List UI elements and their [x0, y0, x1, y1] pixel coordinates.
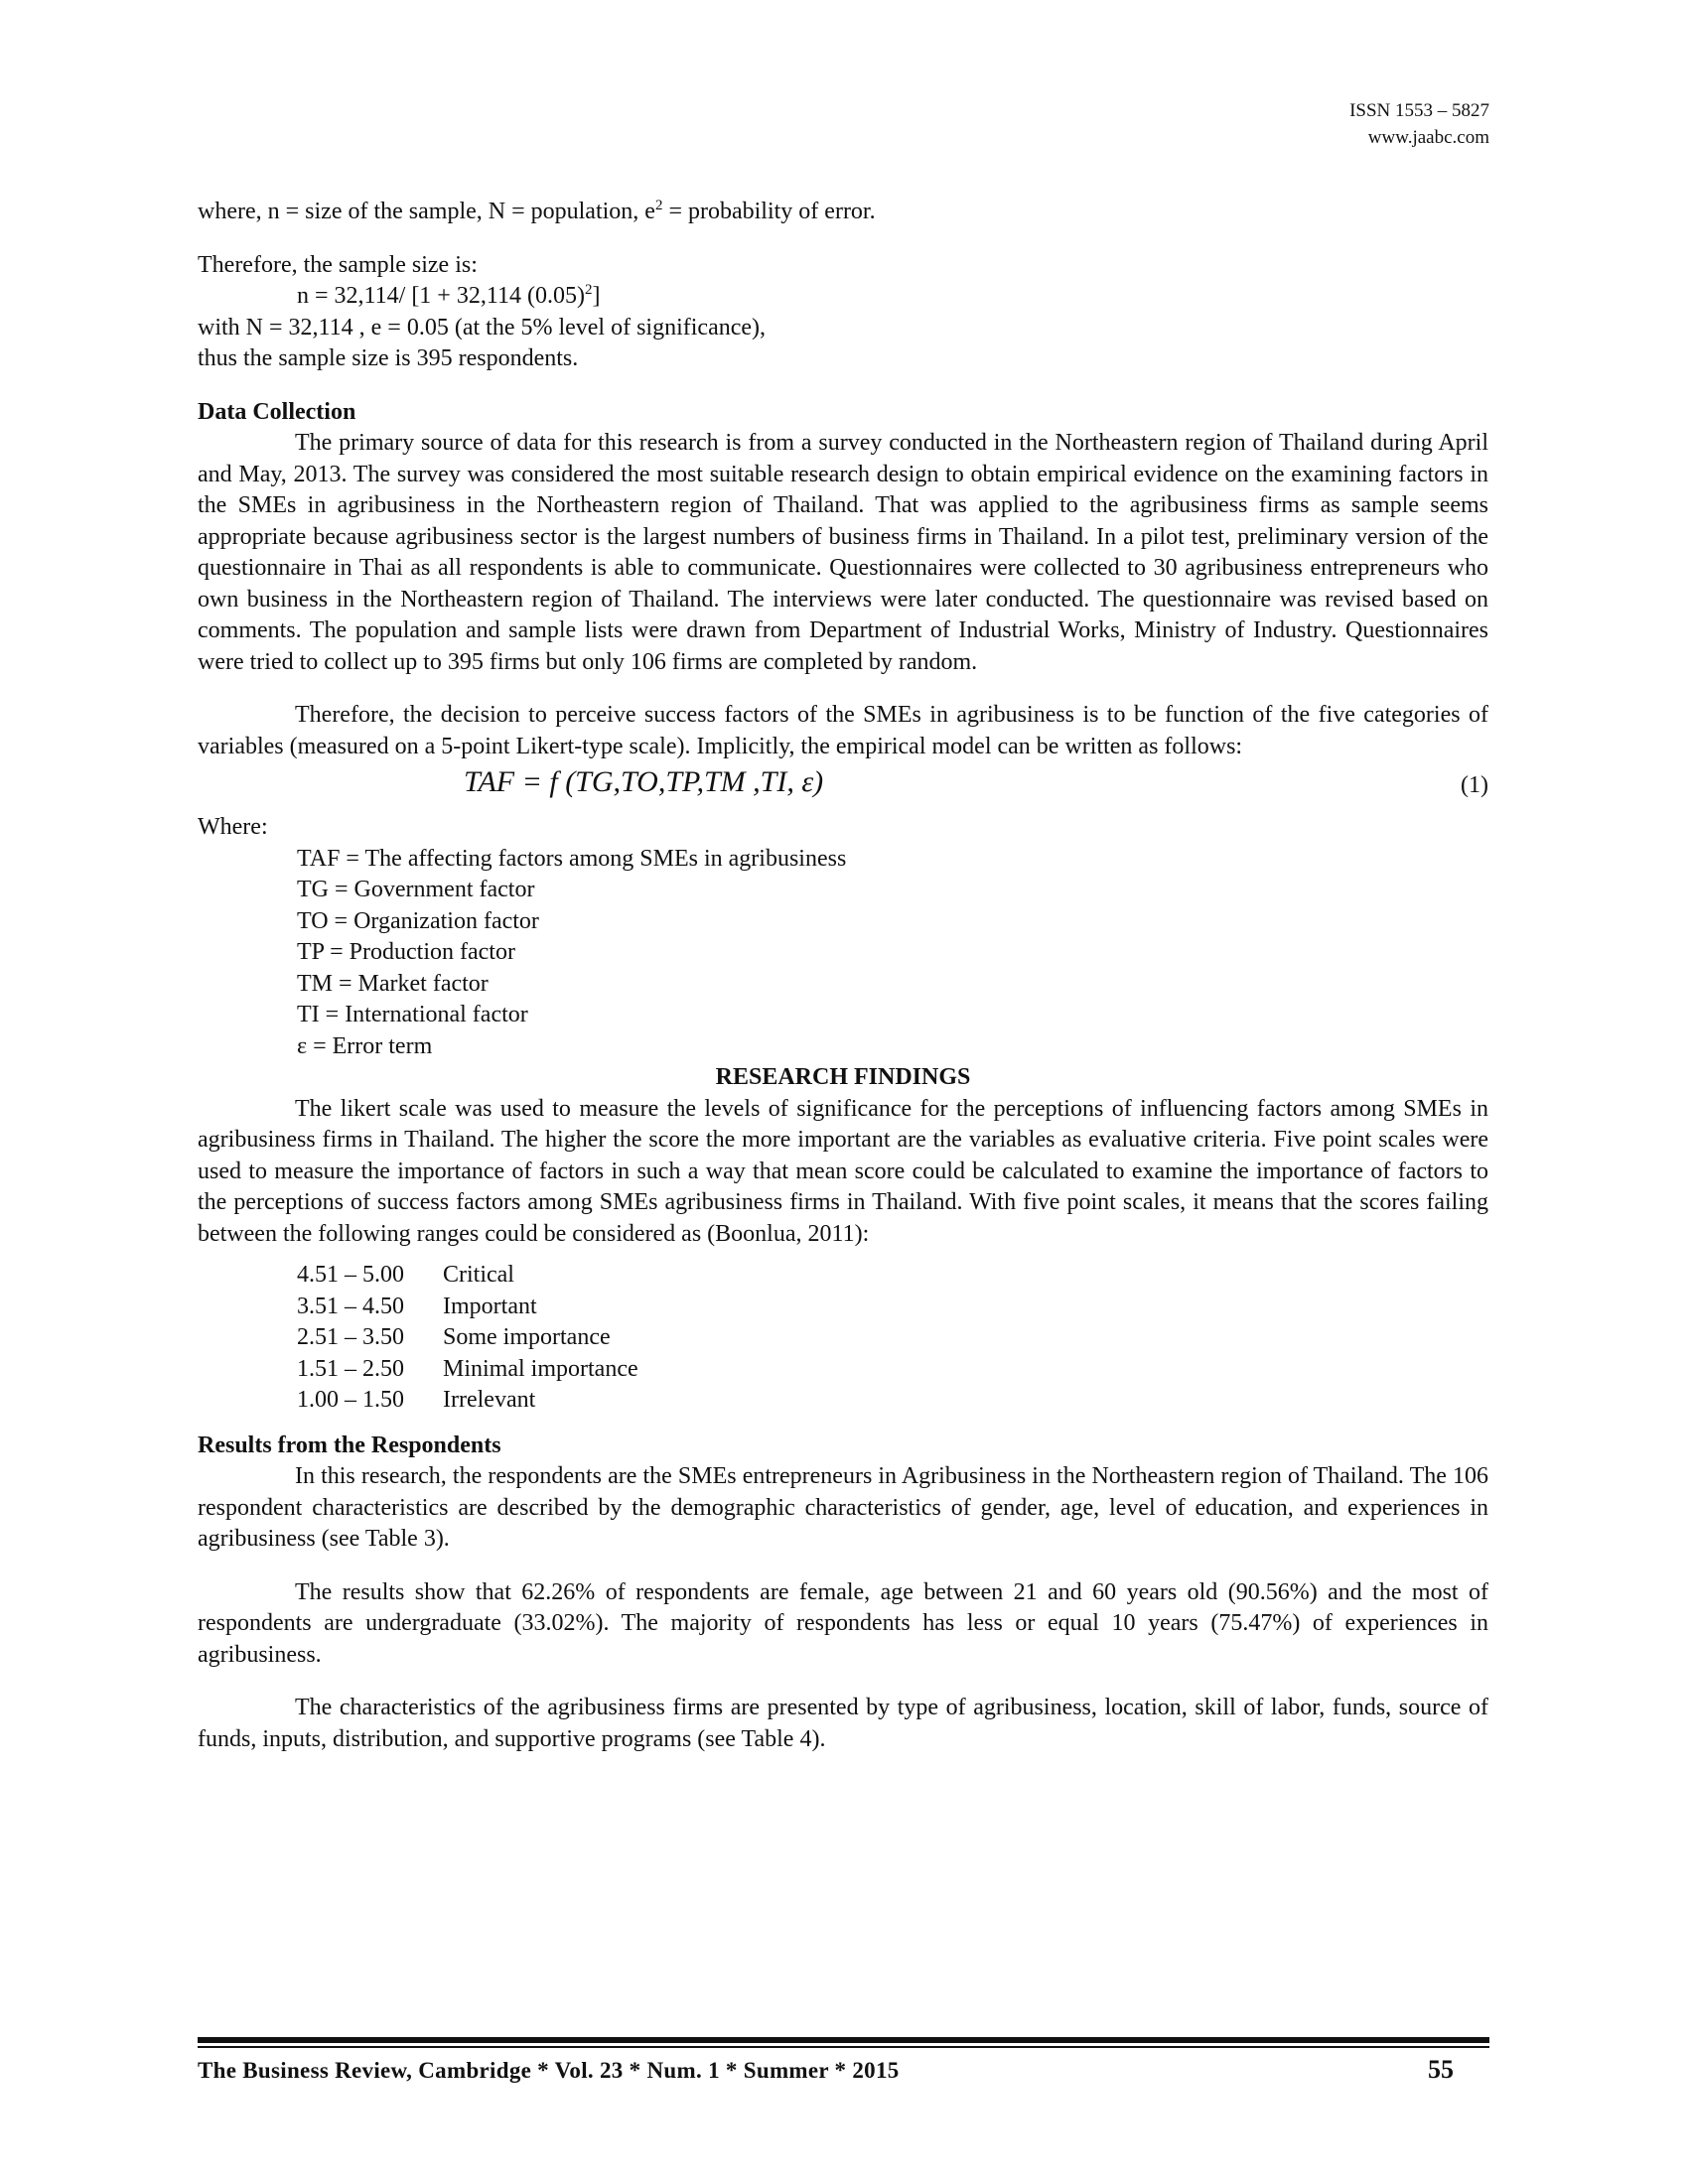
- range-row: [297, 1260, 1488, 1292]
- range-row: [297, 1354, 1488, 1386]
- header-issn-block: [1349, 97, 1489, 151]
- results-paragraph-1: In this research, the respondents are the SMEs entrepreneurs in Agribusiness in the Northeastern region of Thailand. The 106 respondent characteristics are described by the demographic characteristics of gender, age, level of education, and experiences in agribusiness (see Table 3).: [198, 1463, 1488, 1552]
- range-value: 1.00 – 1.50: [297, 1387, 404, 1413]
- range-label: Minimal importance: [443, 1355, 638, 1382]
- definition-item: TG = Government factor: [297, 877, 535, 902]
- page-footer: [198, 2055, 1454, 2085]
- range-row: [297, 1292, 1488, 1323]
- findings-paragraph: The likert scale was used to measure the levels of significance for the perceptions of influencing factors among SMEs in agribusiness firms in Thailand. The higher the score the more important are the variables as evaluative criteria. Five point scales were used to measure the importance of factors in such a way that mean score could be calculated to examine the importance of factors to the perceptions of success factors among SMEs agribusiness firms in Thailand. With five point scales, it means that the scores failing between the following ranges could be considered as (Boonlua, 2011):: [198, 1095, 1488, 1247]
- results-heading: Results from the Respondents: [198, 1432, 501, 1458]
- data-collection-paragraph-1: The primary source of data for this research is from a survey conducted in the Northeastern region of Thailand during April and May, 2013. The survey was considered the most suitable research design to obtain empirical evidence on the examining factors in the SMEs in agribusiness in the Northeastern region of Thailand. That was applied to the agribusiness firms as sample seems appropriate because agribusiness sector is the largest numbers of business firms in Thailand. In a pilot test, preliminary version of the questionnaire in Thai as all respondents is able to communicate. Questionnaires were collected to 30 agribusiness entrepreneurs who own business in the Northeastern region of Thailand. The interviews were later conducted. The questionnaire was revised based on comments. The population and sample lists were drawn from Department of Industrial Works, Ministry of Industry. Questionnaires were tried to collect up to 395 firms but only 106 firms are completed by random.: [198, 430, 1488, 675]
- sample-formula-line: n = 32,114/ [1 + 32,114 $(0.05)^2$]: [297, 282, 601, 309]
- sample-therefore-line: Therefore, the sample size is:: [198, 251, 478, 278]
- definitions-where-label: Where:: [198, 814, 268, 840]
- range-value: 2.51 – 3.50: [297, 1324, 404, 1350]
- data-collection-heading: Data Collection: [198, 398, 356, 425]
- equation-number: (1): [1461, 772, 1488, 798]
- results-paragraph-3: The characteristics of the agribusiness firms are presented by type of agribusiness, location, skill of labor, funds, source of funds, inputs, distribution, and supportive programs (see Table 4).: [198, 1695, 1488, 1752]
- journal-citation: The Business Review, Cambridge * Vol. 23 * Num. 1 * Summer * 2015: [198, 2058, 900, 2083]
- website-text: www.jaabc.com: [1367, 127, 1489, 148]
- main-content: [198, 197, 1488, 1755]
- sample-where-line: where, n = size of the sample, N = population, $e^2$ = probability of error.: [198, 198, 876, 224]
- issn-text: ISSN 1553 – 5827: [1349, 100, 1489, 121]
- definitions-list: [198, 844, 1488, 1063]
- range-label: Important: [443, 1293, 537, 1319]
- range-row: [297, 1385, 1488, 1417]
- range-label: Irrelevant: [443, 1387, 536, 1413]
- definition-item: TP = Production factor: [297, 939, 515, 965]
- page-number: 55: [1428, 2055, 1454, 2084]
- definition-item: TM = Market factor: [297, 970, 489, 997]
- footer-rule-thin: [198, 2046, 1489, 2048]
- range-value: 1.51 – 2.50: [297, 1355, 404, 1382]
- data-collection-paragraph-2: Therefore, the decision to perceive success factors of the SMEs in agribusiness is to be function of the five categories of variables (measured on a 5-point Likert-type scale). Implicitly, the empirical model can be written as follows:: [198, 702, 1488, 759]
- definition-item: ε = Error term: [297, 1032, 433, 1059]
- range-row: [297, 1322, 1488, 1354]
- definition-item: TO = Organization factor: [297, 907, 539, 934]
- range-label: Critical: [443, 1262, 514, 1288]
- likert-range-list: [198, 1260, 1488, 1417]
- model-equation: [198, 762, 1488, 812]
- sample-thus-line: thus the sample size is 395 respondents.: [198, 345, 579, 371]
- sample-with-line: with N = 32,114 , e = 0.05 (at the 5% level of significance),: [198, 314, 767, 341]
- definition-item: TI = International factor: [297, 1002, 528, 1027]
- definition-item: TAF = The affecting factors among SMEs in agribusiness: [297, 845, 847, 872]
- footer-rule-thick: [198, 2037, 1489, 2043]
- research-findings-heading: RESEARCH FINDINGS: [715, 1064, 971, 1090]
- range-value: 3.51 – 4.50: [297, 1293, 404, 1319]
- range-label: Some importance: [443, 1324, 611, 1350]
- results-paragraph-2: The results show that 62.26% of respondents are female, age between 21 and 60 years old (90.56%) and the most of respondents are undergraduate (33.02%). The majority of respondents has less or equal 10 years (75.47%) of experiences in agribusiness.: [198, 1578, 1488, 1668]
- equation-formula: TAF = f (TG,TO,TP,TM ,TI, ε): [464, 765, 824, 798]
- range-value: 4.51 – 5.00: [297, 1262, 404, 1288]
